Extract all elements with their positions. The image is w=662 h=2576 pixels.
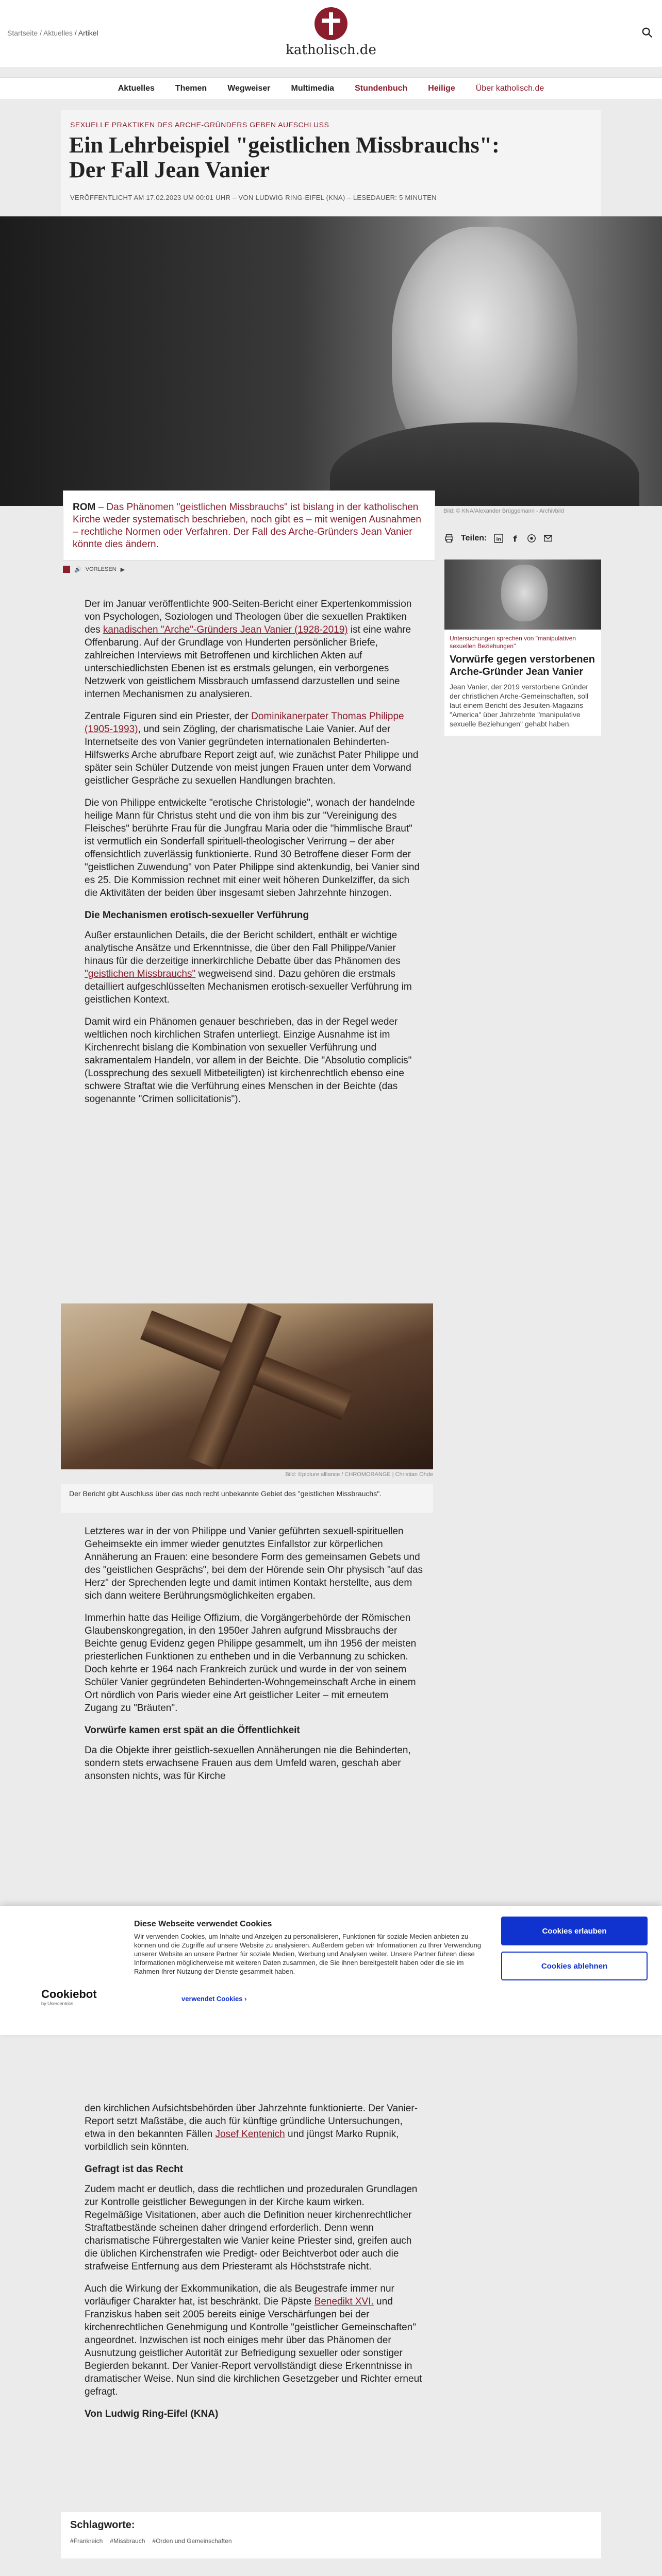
breadcrumb-home[interactable]: Startseite (7, 29, 38, 37)
paragraph: Da die Objekte ihrer geistlich-sexuellen Annäherungen nie die Behinderten, sondern stets erwachsene Frauen aus dem Umfeld waren, geschah aber ansonsten nichts, was für Kirche (85, 1745, 411, 1782)
audio-logo-icon (63, 566, 70, 573)
subheading: Die Mechanismen erotisch-sexueller Verführung (85, 910, 309, 921)
mail-icon[interactable] (543, 534, 553, 543)
whatsapp-icon[interactable] (527, 534, 536, 543)
article-body-part3 (85, 2102, 424, 2428)
nav-item-heilige[interactable]: Heilige (428, 84, 455, 93)
audio-player[interactable] (63, 563, 145, 576)
article-header (61, 110, 601, 218)
follow-us-bar (436, 2571, 643, 2576)
paragraph: Auch die Wirkung der Exkommunikation, die als Beugestrafe immer nur vorläufiger Charakter hat, ist beschränkt. Die Päpste Benedikt XVI. und Franziskus haben seit 2005 bereits einige Verschärfungen bei der kirchenrechtlichen Genehmigung und Kontrolle "geistlicher Gemeinschaften" angeordnet. Inzwischen ist noch einiges mehr über das Phänomen der Ausnutzung geistlicher Autorität zur Befriedigung sexueller oder sonstiger Begierden bekannt. Der Vanier-Report vervollständigt diese Erkenntnisse in dramatischer Weise. Nun sind die kirchlichen Gesetzgeber und Richter erneut gefragt. (85, 2283, 422, 2397)
paragraph: Immerhin hatte das Heilige Offizium, die Vorgängerbehörde der Römischen Glaubenskongregation, in den 1950er Jahren aufgrund Missbrauchs der Beichte genug Evidenz gegen Philippe gesammelt, um ihn 1956 der meisten priesterlichen Funktionen zu entheben und in die Verbannung zu schicken. Doch kehrte er 1964 nach Frankreich zurück und wurde in der von seinem Schüler Vanier gegründeten Behinderten-Wohngemeinschaft Arche in einem Ort nördlich von Paris wieder eine Art geistlicher Leiter – mit erneutem Zugang zu "Bräuten". (85, 1613, 417, 1714)
subheading: Vorwürfe kamen erst spät an die Öffentlichkeit (85, 1725, 300, 1736)
facebook-icon[interactable] (510, 534, 520, 543)
cookie-banner (0, 1906, 662, 2035)
link-benedikt[interactable]: Benedikt XVI. (314, 2296, 374, 2307)
search-icon[interactable] (641, 27, 653, 38)
article-figure-image (61, 1303, 433, 1469)
print-icon[interactable] (444, 534, 454, 543)
paragraph: Letzteres war in der von Philippe und Vanier geführten sexuell-spirituellen Geheimsekte ein immer wieder genutztes Einfallstor zur körperlichen Annäherung an Frauen: eine besondere Form des gemeinsamen Gebets und des "geistlichen Gesprächs", bei dem der Hörende sein Ohr physisch "auf das Herz" der Sprechenden legte und damit intimen Kontakt herstellte, aus dem sich dann weitere Berührungsmöglichkeiten ergaben. (85, 1526, 423, 1601)
paragraph: Außer erstaunlichen Details, die der Bericht schildert, enthält er wichtige analytische Ansätze und Erkenntnisse, die über den Fall Philippe/Vanier hinaus für die derzeitige innerkirchliche Debatte über das Phänomen des "geistlichen Missbrauchs" wegweisend sind. Dazu gehören die erstmals detailliert aufgeschlüsselten Mechanismen erotisch-sexueller Verführung im geistlichen Kontext. (85, 930, 412, 1005)
article-meta: VERÖFFENTLICHT AM 17.02.2023 UM 00:01 UHR – VON LUDWIG RING-EIFEL (KNA) – LESEDAUER: 5 MINUTEN (70, 194, 437, 201)
nav-item-multimedia[interactable]: Multimedia (291, 84, 335, 93)
link-philippe[interactable]: Dominikanerpater Thomas Philippe (1905-1993) (85, 711, 404, 735)
play-icon[interactable]: ▶ (120, 566, 125, 573)
site-logo[interactable] (278, 7, 384, 58)
hero-caption: Bild: © KNA/Alexander Brüggemann - Archivbild (443, 508, 564, 514)
article-title: Ein Lehrbeispiel "geistlichen Missbrauchs": Der Fall Jean Vanier (69, 132, 500, 182)
tag-link[interactable]: #Orden und Gemeinschaften (152, 2537, 232, 2545)
teaser-location: ROM (73, 502, 96, 513)
breadcrumb (7, 29, 102, 37)
link-vanier[interactable]: kanadischen "Arche"-Gründers Jean Vanier (1928-2019) (103, 624, 348, 635)
svg-text:f: f (513, 534, 517, 543)
related-article-kicker: Untersuchungen sprechen von "manipulativen sexuellen Beziehungen" (450, 635, 576, 650)
nav-item-ueber[interactable]: Über katholisch.de (475, 84, 544, 93)
figure-credit: Bild: ©picture alliance / CHROMORANGE | Christian Ohde (285, 1471, 433, 1478)
subheading: Gefragt ist das Recht (85, 2164, 184, 2175)
linkedin-icon[interactable] (494, 534, 503, 543)
related-article-card[interactable] (444, 560, 601, 736)
keywords-title: Schlagworte: (70, 2519, 135, 2531)
share-label: Teilen: (461, 534, 487, 543)
share-box (444, 531, 609, 546)
paragraph: Damit wird ein Phänomen genauer beschrieben, das in der Regel weder weltlichen noch kirchlichen Strafen unterliegt. Einzige Ausnahme ist im Kirchenrecht bislang die Kombination von sexueller Verführung und sakramentalem Handeln, vor allem in der Beichte. Die "Absolutio complicis" (Lossprechung des sexuell Mitbeteiligten) ist kirchenrechtlich ebenso eine schwere Straftat wie die Verführung eines Menschen in der Beichte (das sogenannte "Crimen sollicitationis"). (85, 1016, 412, 1105)
cookie-deny-button[interactable]: Cookies ablehnen (501, 1952, 648, 1980)
related-article-title[interactable]: Vorwürfe gegen verstorbenen Arche-Gründer Jean Vanier (450, 654, 595, 677)
cookiebot-logo: Cookiebot by Usercentrics (41, 1988, 97, 2006)
breadcrumb-current: / Artikel (74, 29, 98, 37)
figure-caption: Der Bericht gibt Auschluss über das noch recht unbekannte Gebiet des "geistlichen Missbrauchs". (61, 1484, 433, 1513)
svg-text:in: in (496, 537, 502, 543)
teaser-text: – Das Phänomen "geistlichen Missbrauchs" ist bislang in der katholischen Kirche weder systematisch beschrieben, noch gibt es – mit wenigen Ausnahmen – rechtliche Normen oder Verfahren. Der Fall des Arche-Gründers Jean Vanier könnte dies ändern. (73, 502, 421, 550)
audio-label: VORLESEN (85, 566, 117, 572)
article-kicker: SEXUELLE PRAKTIKEN DES ARCHE-GRÜNDERS GEBEN AUFSCHLUSS (70, 121, 329, 129)
link-kentenich[interactable]: Josef Kentenich (215, 2129, 285, 2140)
cookie-allow-button[interactable]: Cookies erlauben (501, 1917, 648, 1945)
nav-item-stundenbuch[interactable]: Stundenbuch (355, 84, 408, 93)
nav-item-themen[interactable]: Themen (175, 84, 207, 93)
speaker-icon: 🔊 (74, 566, 81, 573)
cookie-details-link[interactable]: verwendet Cookies › (181, 1995, 247, 2003)
logo-text: katholisch.de (286, 42, 376, 58)
hero-image (0, 216, 662, 506)
paragraph: Die von Philippe entwickelte "erotische Christologie", wonach der handelnde heilige Mann für Christus steht und die von ihm bis zur "Vereinigung des Fleisches" berührte Frau für die Jungfrau Maria oder die "himmlische Braut" ist vermutlich ein Sonderfall spirituell-theologischer Verirrung – der aber offensichtlich zuverlässig funktionierte. Rund 30 Betroffene dieser Form der "geistlichen Zuwendung" von Pater Philippe sind aktenkundig, bei Vanier sind es 25. Die Kommission rechnet mit einer weit höheren Dunkelziffer, da sich die Aktivitäten der beiden über insgesamt sieben Jahrzehnte hinzogen. (85, 798, 420, 899)
paragraph: Zentrale Figuren sind ein Priester, der Dominikanerpater Thomas Philippe (1905-1993), und sein Zögling, der charismatische Laie Vanier. Auf der Internetseite des von Vanier gegründeten internationalen Behinderten-Hilfswerks Arche abrufbare Report zeigt auf, wie zunächst Pater Philippe und später sein Schüler Dutzende von meist jungen Frauen unter dem Vorwand geistlicher Gespräche zu sexuellen Handlungen brachten. (85, 711, 419, 786)
nav-item-aktuelles[interactable]: Aktuelles (118, 84, 155, 93)
nav-item-wegweiser[interactable]: Wegweiser (227, 84, 271, 93)
cross-logo-icon (315, 7, 347, 40)
paragraph: den kirchlichen Aufsichtsbehörden über Jahrzehnte funktionierte. Der Vanier-Report setzt Maßstäbe, die auch für künftige gründliche Untersuchungen, etwa in den bekannten Fällen Josef Kentenich und jüngst Marko Rupnik, vorbildlich sein könnten. (85, 2103, 418, 2153)
cookie-text: Wir verwenden Cookies, um Inhalte und Anzeigen zu personalisieren, Funktionen für soziale Medien anbieten zu können und die Zugriffe auf unsere Website zu analysieren. Außerdem geben wir Informationen zu Ihrer Verwendung unserer Website an unsere Partner für soziale Medien, Werbung und Analysen weiter. Unsere Partner führen diese Informationen möglicherweise mit weiteren Daten zusammen, die Sie ihnen bereitgestellt haben oder die sie im Rahmen Ihrer Nutzung der Dienste gesammelt haben. (134, 1933, 482, 1975)
tag-link[interactable]: #Missbrauch (110, 2537, 145, 2545)
paragraph: Der im Januar veröffentlichte 900-Seiten-Bericht einer Expertenkommission von Psychologen, Soziologen und Theologen über die sexuellen Praktiken des kanadischen "Arche"-Gründers Jean Vanier (1928-2019) ist eine wahre Offenbarung. Auf der Grundlage von Hunderten persönlicher Briefe, zahlreichen Interviews mit Betroffenen und kirchlichen Akten auf unterschiedlichsten Ebenen ist es erstmals gelungen, ein verborgenes Netzwerk von geistlichem Missbrauch umfassend darzustellen und seine internen Mechanismen zu analysieren. (85, 599, 412, 700)
keywords-box (61, 2512, 601, 2558)
site-header (0, 0, 662, 67)
paragraph: Zudem macht er deutlich, dass die rechtlichen und prozeduralen Grundlagen zur Kontrolle geistlicher Bewegungen in der Kirche kaum wirken. Regelmäßige Visitationen, aber auch die Definition neuer kirchenrechtlicher Straftatbestände scheinen daher dringend erforderlich. Denn wenn charismatische Führergestalten wie Vanier keine Priester sind, greifen auch die üblichen Kirchenstrafen wie Predigt- oder Beichtverbot oder auch die strafweise Entfernung aus dem Priesteramt als Höchststrafe nicht. (85, 2184, 418, 2272)
article-body-part1 (85, 598, 424, 1115)
related-article-text: Jean Vanier, der 2019 verstorbene Gründer der christlichen Arche-Gemeinschaften, soll laut einem Bericht des Jesuiten-Magazins "America" über Jahrzehnte "manipulative sexuelle Beziehungen" gehabt haben. (450, 683, 589, 728)
article-author: Von Ludwig Ring-Eifel (KNA) (85, 2409, 219, 2419)
breadcrumb-news[interactable]: / Aktuelles (40, 29, 73, 37)
article-teaser (63, 490, 435, 561)
main-nav (0, 77, 662, 100)
cookie-title: Diese Webseite verwendet Cookies (134, 1920, 272, 1928)
article-body-part2 (85, 1525, 424, 1792)
related-article-image (444, 560, 601, 630)
link-geistlicher-missbrauch[interactable]: "geistlichen Missbrauchs" (85, 969, 196, 979)
tag-link[interactable]: #Frankreich (70, 2537, 103, 2545)
